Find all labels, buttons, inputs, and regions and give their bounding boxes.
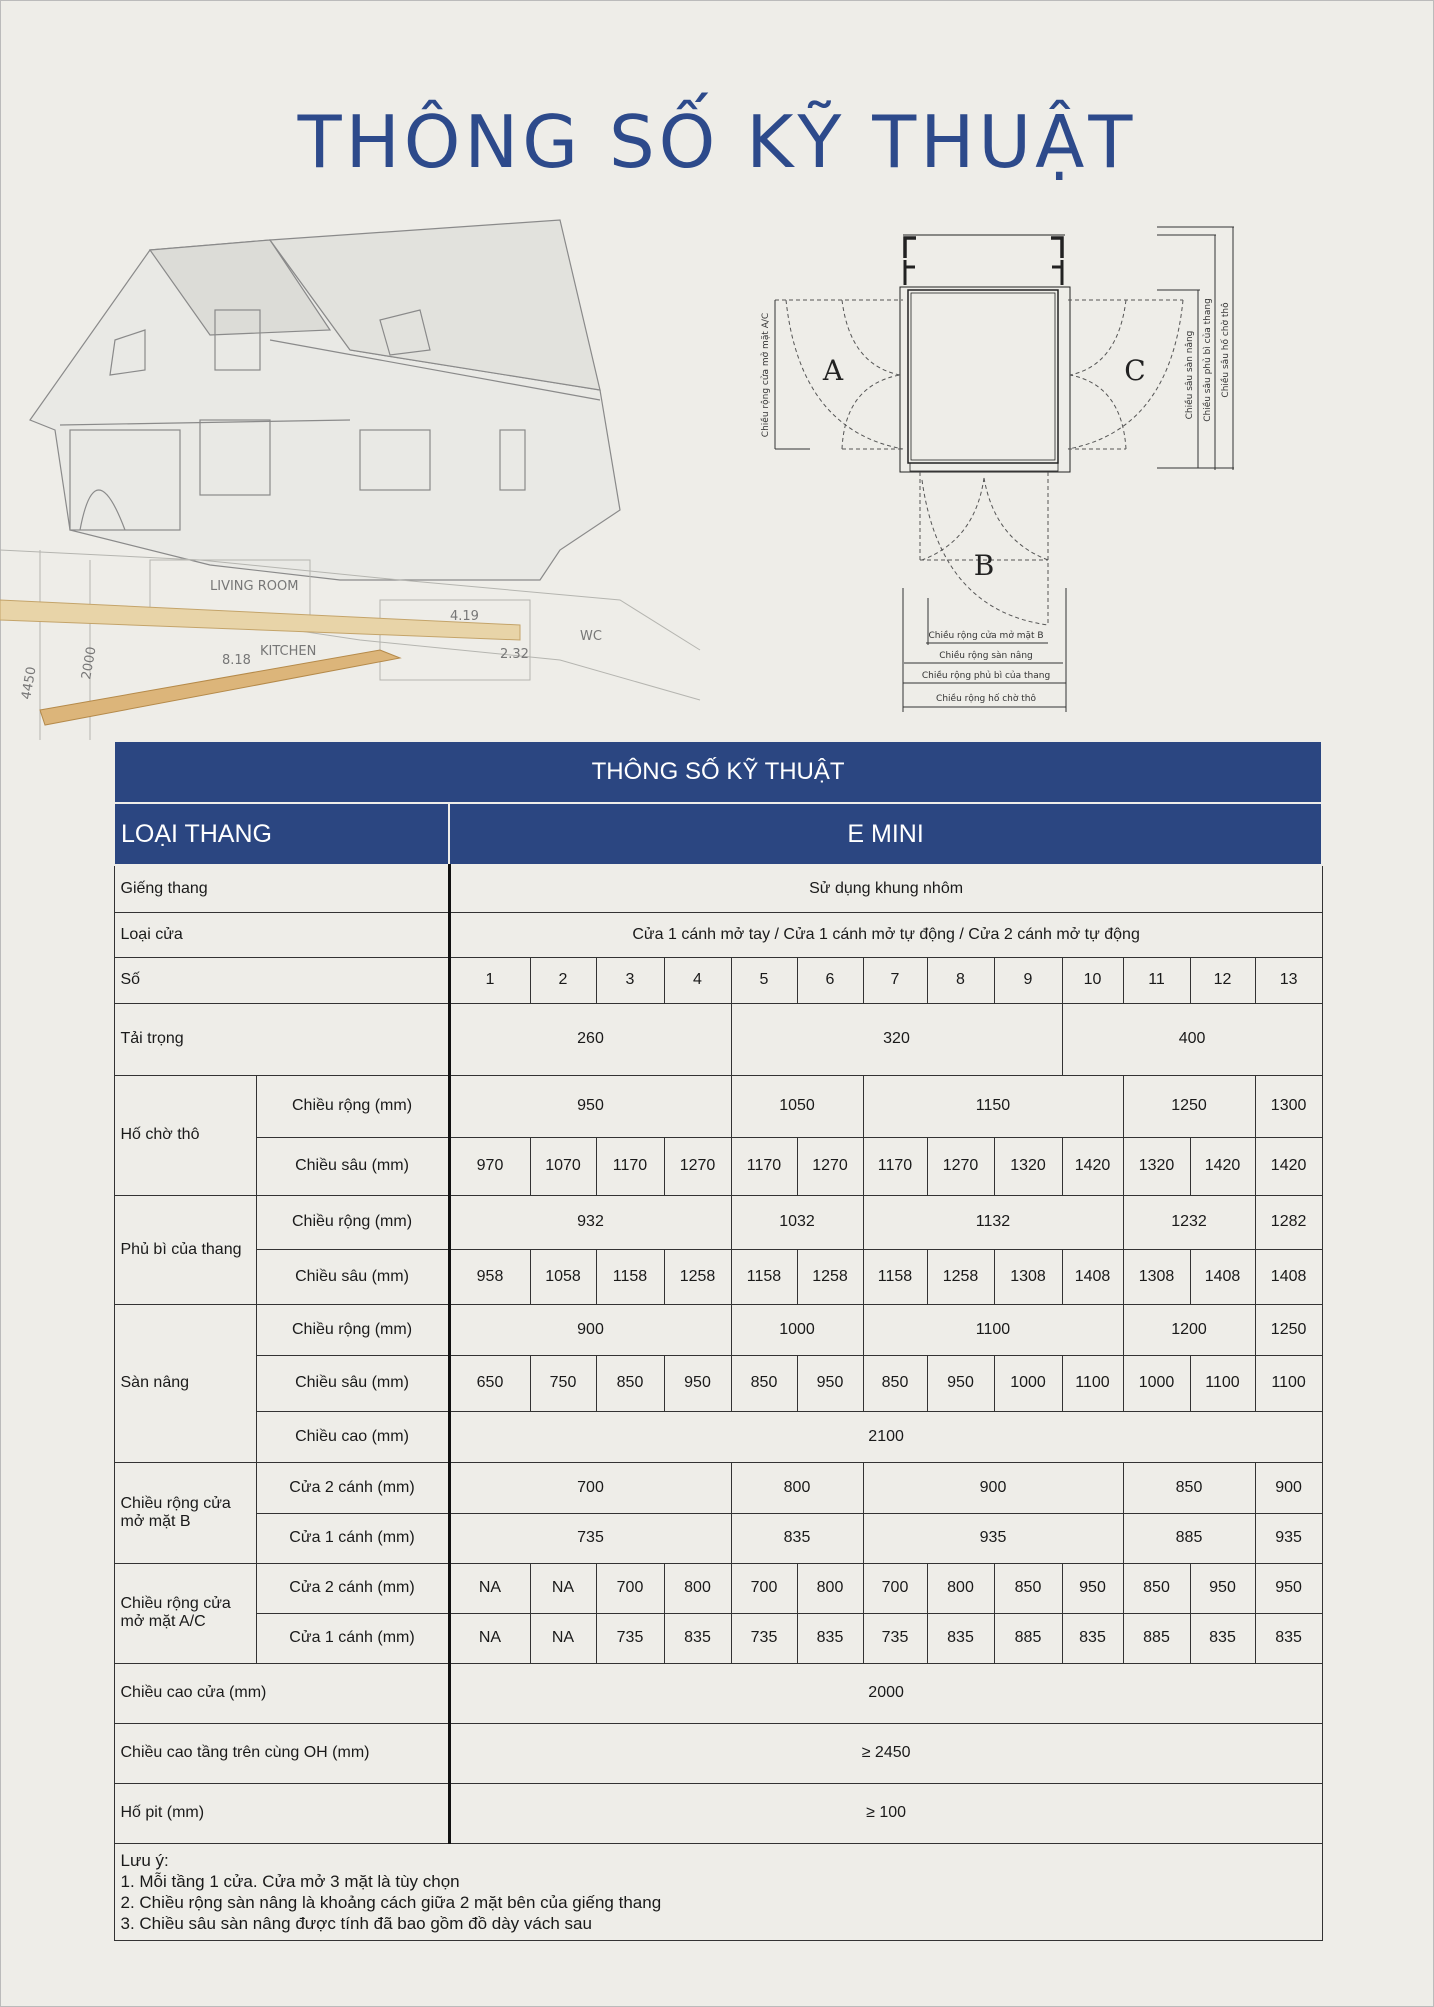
row-label: Hố pit (mm): [114, 1783, 449, 1843]
table-cell: 735: [449, 1513, 731, 1563]
table-cell: 950: [1062, 1563, 1123, 1613]
table-row: [114, 1783, 1322, 1843]
table-cell: 850: [863, 1355, 927, 1411]
table-cell: 1100: [1255, 1355, 1322, 1411]
sub-label: Chiều sâu (mm): [256, 1137, 449, 1195]
table-cell: 735: [596, 1613, 664, 1663]
table-cell: 1100: [1062, 1355, 1123, 1411]
dim-platform-depth: Chiều sâu sàn nâng: [1185, 330, 1195, 420]
table-cell: 1308: [994, 1249, 1062, 1304]
table-cell: 1420: [1062, 1137, 1123, 1195]
table-cell: 735: [731, 1613, 797, 1663]
door-sill: [910, 463, 1058, 471]
table-row: [114, 1563, 1322, 1613]
table-cell: 1258: [664, 1249, 731, 1304]
side-c-label: C: [1124, 354, 1146, 387]
table-cell: 1200: [1123, 1304, 1255, 1355]
row-label: Giếng thang: [114, 865, 449, 912]
table-row: [114, 1304, 1322, 1355]
table-cell: 950: [449, 1075, 731, 1137]
table-cell: 850: [994, 1563, 1062, 1613]
table-cell: 1158: [731, 1249, 797, 1304]
table-cell: 885: [1123, 1513, 1255, 1563]
note-line: 1. Mỗi tầng 1 cửa. Cửa mở 3 mặt là tùy chọn: [120, 1871, 460, 1891]
dim-door-ac-width: Chiều rộng cửa mở mặt A/C: [761, 312, 771, 438]
table-cell: 750: [530, 1355, 596, 1411]
table-cell: 850: [1123, 1563, 1190, 1613]
table-cell: 950: [1190, 1563, 1255, 1613]
table-cell: 1270: [664, 1137, 731, 1195]
table-cell: 1132: [863, 1195, 1123, 1249]
elevator-plan-diagram: [750, 220, 1434, 720]
table-cell: NA: [530, 1563, 596, 1613]
table-cell: 13: [1255, 957, 1322, 1003]
table-cell: 10: [1062, 957, 1123, 1003]
table-cell: NA: [449, 1613, 530, 1663]
svg-text:2000: 2000: [79, 645, 100, 681]
group-label: Chiều rộng cửa mở mặt B: [114, 1462, 256, 1563]
dim-platform-width: Chiều rộng sàn nâng: [939, 651, 1033, 661]
table-cell: 1: [449, 957, 530, 1003]
table-cell: 1100: [1190, 1355, 1255, 1411]
svg-text:LIVING ROOM: LIVING ROOM: [210, 579, 299, 594]
table-cell: 1250: [1255, 1304, 1322, 1355]
table-row: [114, 1613, 1322, 1663]
row-label: Tải trọng: [114, 1003, 449, 1075]
table-cell: 1000: [731, 1304, 863, 1355]
table-cell: 950: [797, 1355, 863, 1411]
shaft-bracket: [905, 238, 1062, 258]
table-cell: 835: [797, 1613, 863, 1663]
table-row: [114, 1663, 1322, 1723]
table-cell: 1000: [1123, 1355, 1190, 1411]
table-cell: 1158: [596, 1249, 664, 1304]
page-title: THÔNG SỐ KỸ THUẬT: [297, 100, 1137, 185]
table-cell: 1282: [1255, 1195, 1322, 1249]
table-cell: 1270: [927, 1137, 994, 1195]
table-cell: 4: [664, 957, 731, 1003]
table-cell: 1070: [530, 1137, 596, 1195]
table-cell: 835: [664, 1613, 731, 1663]
table-row: [114, 1003, 1322, 1075]
table-title: THÔNG SỐ KỸ THUẬT: [114, 741, 1322, 803]
table-cell: 2: [530, 957, 596, 1003]
sub-label: Cửa 2 cánh (mm): [256, 1462, 449, 1513]
table-cell: 1232: [1123, 1195, 1255, 1249]
table-cell: 700: [863, 1563, 927, 1613]
sub-label: Chiều rộng (mm): [256, 1304, 449, 1355]
svg-text:4450: 4450: [19, 665, 40, 701]
table-cell: 650: [449, 1355, 530, 1411]
table-cell: 1320: [994, 1137, 1062, 1195]
table-cell: 1158: [863, 1249, 927, 1304]
table-cell: 800: [927, 1563, 994, 1613]
table-cell: 900: [449, 1304, 731, 1355]
table-row: [114, 957, 1322, 1003]
note-line: Lưu ý:: [120, 1850, 169, 1870]
table-row: [114, 1137, 1322, 1195]
side-a-label: A: [822, 354, 844, 387]
table-cell: 7: [863, 957, 927, 1003]
dim-door-b-width: Chiều rộng cửa mở mặt B: [928, 631, 1044, 641]
table-cell: 950: [664, 1355, 731, 1411]
sub-label: Cửa 2 cánh (mm): [256, 1563, 449, 1613]
table-cell: 1032: [731, 1195, 863, 1249]
svg-text:KITCHEN: KITCHEN: [260, 644, 317, 659]
table-cell: 850: [596, 1355, 664, 1411]
table-cell: Cửa 1 cánh mở tay / Cửa 1 cánh mở tự động / Cửa 2 cánh mở tự động: [449, 912, 1322, 957]
dim-shaft-width: Chiều rộng hố chờ thô: [936, 694, 1036, 704]
table-cell: 900: [863, 1462, 1123, 1513]
sub-label: Chiều rộng (mm): [256, 1195, 449, 1249]
sub-label: Cửa 1 cánh (mm): [256, 1513, 449, 1563]
table-cell: 1250: [1123, 1075, 1255, 1137]
cabin-outline: [908, 290, 1058, 463]
group-label: Chiều rộng cửa mở mặt A/C: [114, 1563, 256, 1663]
table-cell: 1000: [994, 1355, 1062, 1411]
table-cell: 6: [797, 957, 863, 1003]
table-cell: 835: [1062, 1613, 1123, 1663]
table-cell: 400: [1062, 1003, 1322, 1075]
table-row: [114, 912, 1322, 957]
house-drawing: [30, 220, 620, 580]
table-cell: NA: [530, 1613, 596, 1663]
table-cell: 850: [731, 1355, 797, 1411]
note-line: 3. Chiều sâu sàn nâng được tính đã bao gồm đồ dày vách sau: [120, 1913, 592, 1933]
table-cell: 1150: [863, 1075, 1123, 1137]
table-cell: 1100: [863, 1304, 1123, 1355]
table-cell: 260: [449, 1003, 731, 1075]
sub-label: Chiều sâu (mm): [256, 1249, 449, 1304]
table-cell: 835: [731, 1513, 863, 1563]
sub-label: Chiều rộng (mm): [256, 1075, 449, 1137]
table-cell: 8: [927, 957, 994, 1003]
table-cell: ≥ 100: [449, 1783, 1322, 1843]
table-cell: 12: [1190, 957, 1255, 1003]
sub-label: Cửa 1 cánh (mm): [256, 1613, 449, 1663]
table-cell: 950: [927, 1355, 994, 1411]
table-cell: 885: [1123, 1613, 1190, 1663]
group-label: Hố chờ thô: [114, 1075, 256, 1195]
table-row: [114, 1462, 1322, 1513]
svg-text:8.18: 8.18: [222, 653, 251, 668]
spec-table: [113, 740, 1323, 1941]
table-cell: 1170: [731, 1137, 797, 1195]
dim-overall-width: Chiều rộng phủ bì của thang: [921, 671, 1051, 681]
table-cell: NA: [449, 1563, 530, 1613]
table-cell: Sử dụng khung nhôm: [449, 865, 1322, 912]
table-cell: 800: [664, 1563, 731, 1613]
table-row: [114, 1723, 1322, 1783]
table-row: [114, 865, 1322, 912]
note-line: 2. Chiều rộng sàn nâng là khoảng cách giữa 2 mặt bên của giếng thang: [120, 1892, 662, 1912]
table-cell: 1320: [1123, 1137, 1190, 1195]
table-cell: 1050: [731, 1075, 863, 1137]
table-cell: 3: [596, 957, 664, 1003]
table-cell: 2000: [449, 1663, 1322, 1723]
table-row: [114, 1195, 1322, 1249]
table-cell: 800: [731, 1462, 863, 1513]
group-label: Phủ bì của thang: [114, 1195, 256, 1304]
table-cell: 835: [927, 1613, 994, 1663]
side-b-label: B: [973, 549, 995, 582]
group-label: Sàn nâng: [114, 1304, 256, 1462]
table-cell: 1170: [863, 1137, 927, 1195]
table-cell: 835: [1255, 1613, 1322, 1663]
table-cell: 932: [449, 1195, 731, 1249]
shaft-outline: [900, 287, 1070, 472]
table-cell: 320: [731, 1003, 1062, 1075]
table-cell: 885: [994, 1613, 1062, 1663]
table-cell: 835: [1190, 1613, 1255, 1663]
row-label: Số: [114, 957, 449, 1003]
table-title-row: [114, 741, 1322, 803]
svg-text:4.19: 4.19: [450, 609, 479, 624]
table-cell: 1408: [1062, 1249, 1123, 1304]
table-row: [114, 1249, 1322, 1304]
dim-overall-depth: Chiều sâu phủ bì của thang: [1203, 298, 1213, 422]
cabin-inner: [911, 293, 1055, 460]
table-cell: 970: [449, 1137, 530, 1195]
dim-shaft-depth: Chiều sâu hố chờ thô: [1221, 302, 1231, 398]
table-cell: 850: [1123, 1462, 1255, 1513]
table-cell: 1408: [1190, 1249, 1255, 1304]
table-cell: 9: [994, 957, 1062, 1003]
table-cell: 11: [1123, 957, 1190, 1003]
svg-text:2.32: 2.32: [500, 647, 529, 662]
table-cell: 958: [449, 1249, 530, 1304]
ruler-illustration: [0, 600, 520, 640]
table-cell: 800: [797, 1563, 863, 1613]
table-cell: 1420: [1255, 1137, 1322, 1195]
table-cell: 1408: [1255, 1249, 1322, 1304]
table-cell: 1420: [1190, 1137, 1255, 1195]
notes: [114, 1843, 1322, 1940]
table-cell: 935: [863, 1513, 1123, 1563]
table-cell: 900: [1255, 1462, 1322, 1513]
table-cell: 1258: [797, 1249, 863, 1304]
table-cell: 1300: [1255, 1075, 1322, 1137]
sub-label: Chiều cao (mm): [256, 1411, 449, 1462]
svg-text:WC: WC: [580, 629, 602, 644]
table-cell: 1058: [530, 1249, 596, 1304]
table-cell: 1258: [927, 1249, 994, 1304]
table-cell: 1270: [797, 1137, 863, 1195]
notes-row: [114, 1843, 1322, 1940]
model-name: E MINI: [449, 803, 1322, 865]
table-cell: 1308: [1123, 1249, 1190, 1304]
sub-label: Chiều sâu (mm): [256, 1355, 449, 1411]
table-cell: 2100: [449, 1411, 1322, 1462]
table-cell: 935: [1255, 1513, 1322, 1563]
row-label: Loại cửa: [114, 912, 449, 957]
table-cell: 5: [731, 957, 797, 1003]
table-cell: ≥ 2450: [449, 1723, 1322, 1783]
table-cell: 700: [596, 1563, 664, 1613]
table-row: [114, 1411, 1322, 1462]
table-cell: 700: [449, 1462, 731, 1513]
table-row: [114, 1075, 1322, 1137]
table-header-row: [114, 803, 1322, 865]
table-cell: 950: [1255, 1563, 1322, 1613]
row-label: Chiều cao tầng trên cùng OH (mm): [114, 1723, 449, 1783]
table-row: [114, 1513, 1322, 1563]
guide-rail: [905, 260, 1062, 285]
table-cell: 700: [731, 1563, 797, 1613]
table-cell: 735: [863, 1613, 927, 1663]
type-label: LOẠI THANG: [114, 803, 449, 865]
row-label: Chiều cao cửa (mm): [114, 1663, 449, 1723]
table-cell: 1170: [596, 1137, 664, 1195]
house-sketch-illustration: [0, 180, 740, 740]
table-row: [114, 1355, 1322, 1411]
